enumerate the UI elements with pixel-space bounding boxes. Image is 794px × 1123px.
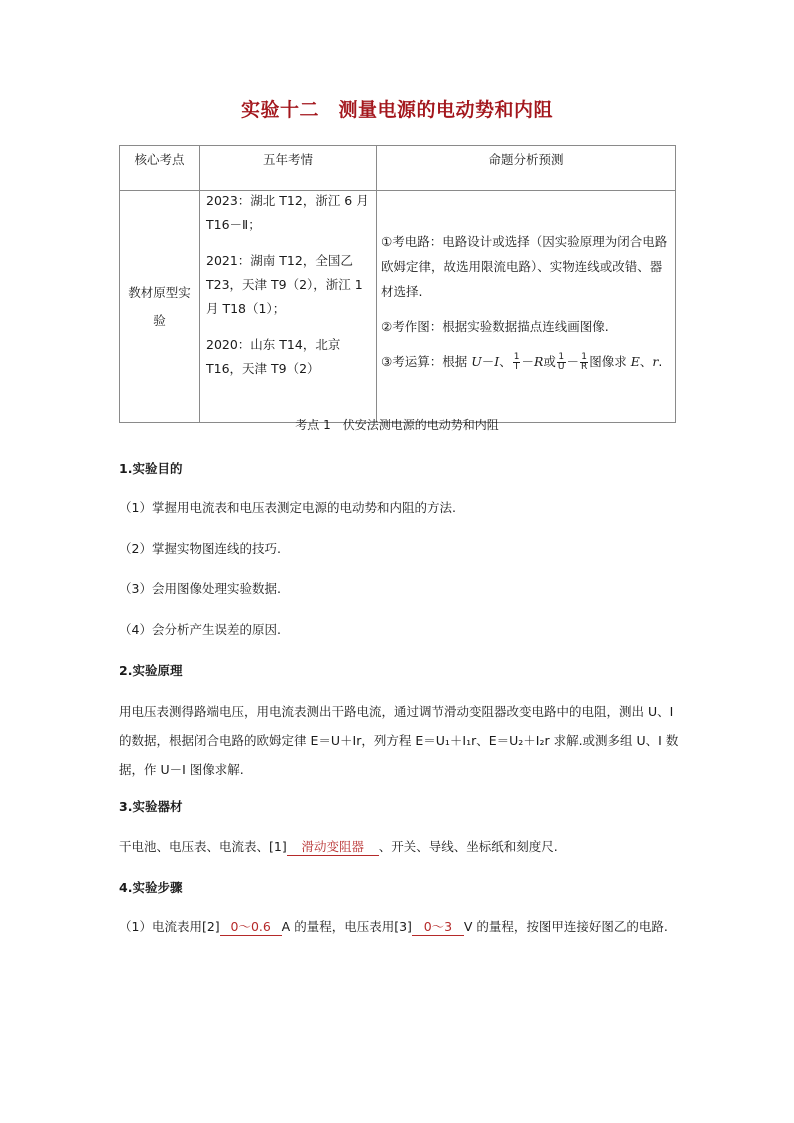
s1-item-1: （1）掌握用电流表和电压表测定电源的电动势和内阻的方法.	[119, 500, 456, 515]
header-five-years: 五年考情	[200, 146, 377, 191]
answer-blank-1: 滑动变阻器	[287, 839, 379, 856]
fraction-1-over-r: $\frac{1}{R}$	[581, 352, 588, 372]
s1-item-4: （4）会分析产生误差的原因.	[119, 622, 281, 637]
exam-analysis-table	[119, 145, 676, 423]
prediction-3: ③考运算：根据 U－I、 $\frac{1}{I}$ －R或 $\frac{1}{U}$ － $\frac{1}{R}$ 图像求 E、r.	[381, 352, 663, 372]
s1-item-3: （3）会用图像处理实验数据.	[119, 581, 281, 596]
s2-principle-text: 用电压表测得路端电压，用电流表测出干路电流，通过调节滑动变阻器改变电路中的电阻，测出 U、I 的数据，根据闭合电路的欧姆定律 E＝U＋Ir，列方程 E＝U₁＋I₁r、E＝U₂＋I₂r 求解.或测多组 U、I 数据，作 U－I 图像求解.	[119, 704, 679, 777]
s4-step-1: （1）电流表用[2] 0～0.6 A 的量程，电压表用[3] 0～3 V 的量程，按图甲连接好图乙的电路.	[119, 919, 668, 934]
category-cell: 教材原型实验	[120, 191, 200, 423]
prediction-1: ①考电路：电路设计或选择（因实验原理为闭合电路欧姆定律，故选用限流电路）、实物连线或改错、器材选择.	[381, 234, 668, 299]
year-2023: 2023：湖北 T12，浙江 6 月T16－Ⅱ；	[206, 193, 369, 232]
fraction-1-over-i: $\frac{1}{I}$	[513, 352, 520, 372]
year-2021: 2021：湖南 T12，全国乙 T23，天津 T9（2），浙江 1月 T18（1）；	[206, 253, 363, 316]
section-1-title: 1.实验目的	[119, 461, 183, 476]
section-2-title: 2.实验原理	[119, 663, 183, 678]
table-header-row	[120, 146, 676, 191]
years-cell	[200, 191, 377, 423]
answer-blank-3: 0～3	[412, 919, 464, 936]
header-prediction: 命题分析预测	[377, 146, 676, 191]
section-4-title: 4.实验步骤	[119, 880, 183, 895]
table-row	[120, 191, 676, 423]
section-3-title: 3.实验器材	[119, 799, 183, 814]
year-2020: 2020：山东 T14，北京 T16，天津 T9（2）	[206, 337, 341, 376]
page-title: 实验十二 测量电源的电动势和内阻	[240, 99, 553, 121]
s3-equipment: 干电池、电压表、电流表、[1] 滑动变阻器 、开关、导线、坐标纸和刻度尺.	[119, 839, 558, 854]
keypoint-heading: 考点 1 伏安法测电源的电动势和内阻	[295, 418, 499, 432]
header-core-topic: 核心考点	[120, 146, 200, 191]
prediction-cell	[377, 191, 676, 423]
fraction-1-over-u: $\frac{1}{U}$	[557, 352, 565, 372]
s1-item-2: （2）掌握实物图连线的技巧.	[119, 541, 281, 556]
prediction-2: ②考作图：根据实验数据描点连线画图像.	[381, 319, 609, 334]
answer-blank-2: 0～0.6	[220, 919, 282, 936]
